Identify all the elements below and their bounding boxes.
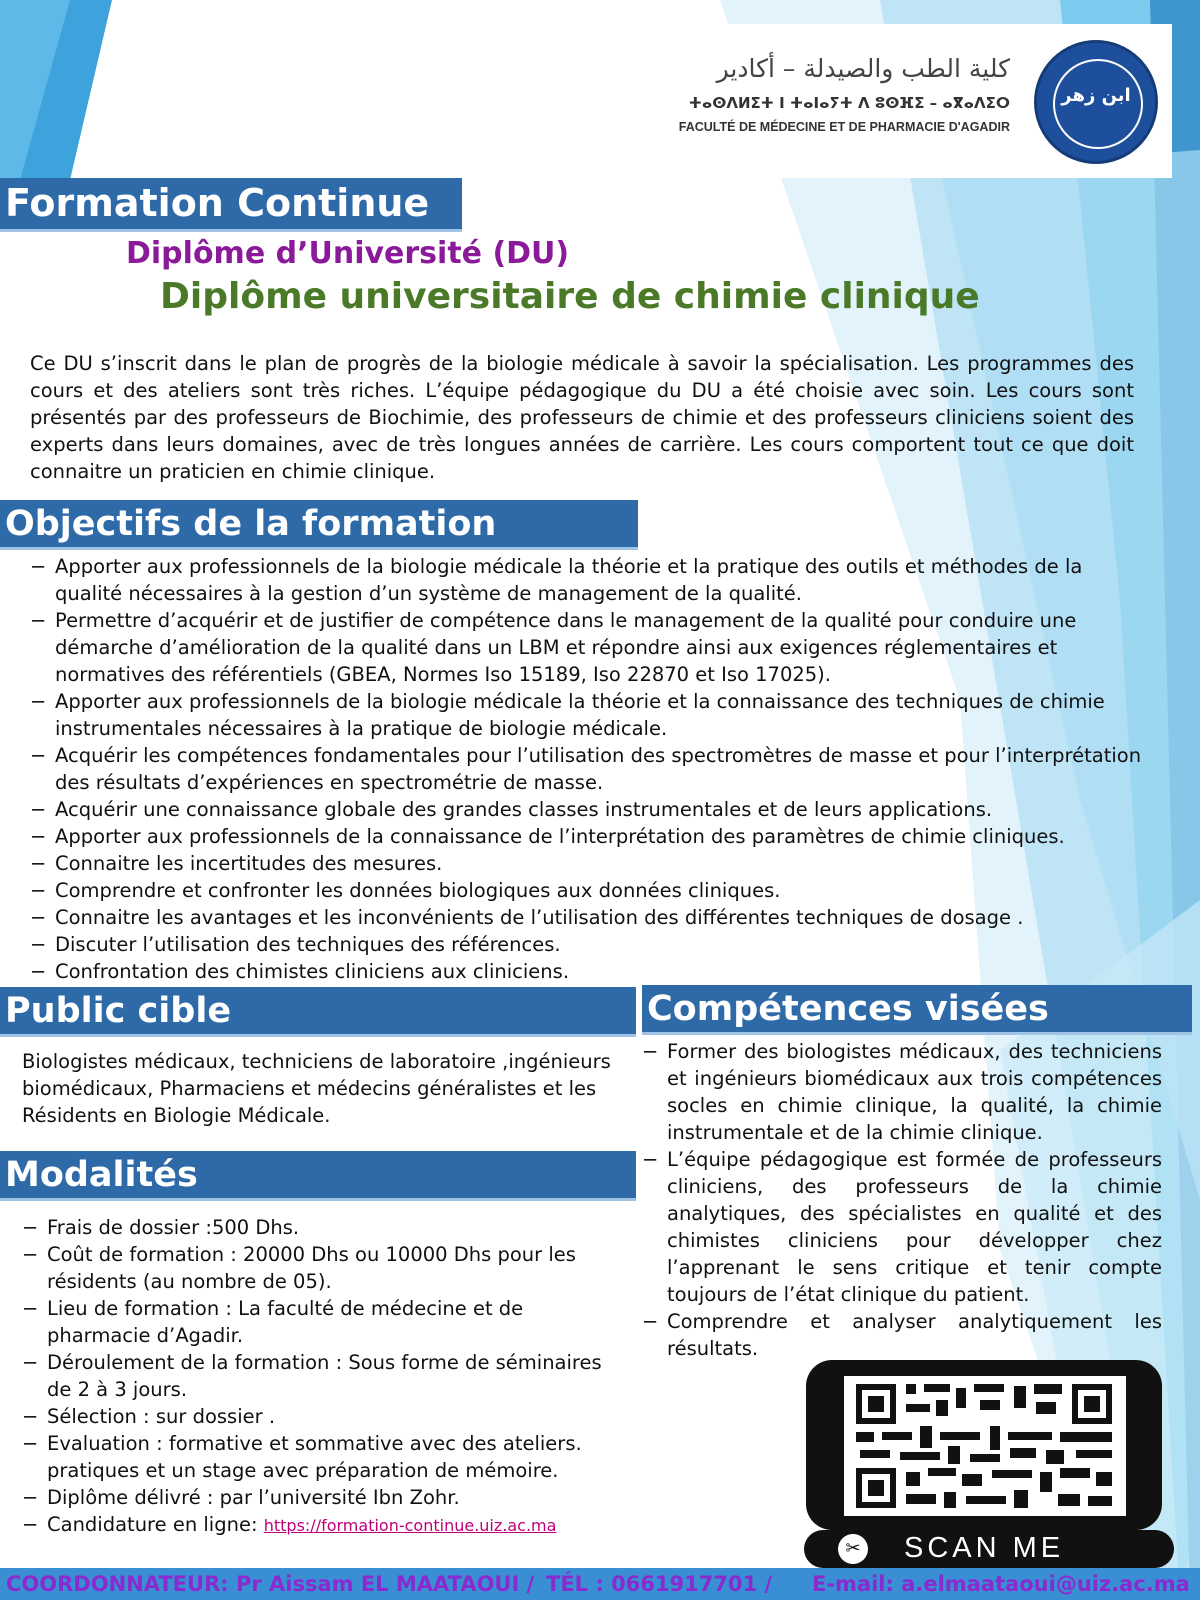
university-seal <box>1034 40 1158 164</box>
list-item: − Apporter aux professionnels de la connaissance de l’interprétation des paramètres de chimie cliniques. <box>30 823 1142 850</box>
footer-bar <box>0 1568 1200 1600</box>
qr-code[interactable] <box>844 1376 1126 1516</box>
faculty-name-french: FACULTÉ DE MÉDECINE ET DE PHARMACIE D'AGADIR <box>678 120 1010 134</box>
list-item: − Lieu de formation : La faculté de médecine et de pharmacie d’Agadir. <box>22 1295 618 1349</box>
seal-glyph: ابن زهر <box>1061 85 1131 106</box>
list-item: − Former des biologistes médicaux, des techniciens et ingénieurs biomédicaux aux trois compétences socles en chimie clinique, la qualité, la chimie instrumentale et de la chimie clinique. <box>642 1038 1162 1146</box>
competences-list <box>642 1038 1162 1362</box>
list-item: − Diplôme délivré : par l’université Ibn Zohr. <box>22 1484 618 1511</box>
intro-paragraph: Ce DU s’inscrit dans le plan de progrès de la biologie médicale à savoir la spécialisation. Les programmes des cours et des ateliers sont très riches. L’équipe pédagogique du DU a été choisie avec soin. Les cours sont présentés par des professeurs de Biochimie, des professeurs de chimie et des professeurs cliniciens soient des experts dans leurs domaines, avec de très longues années de carrière. Les cours comportent tout ce que doit connaitre un praticien en chimie clinique. <box>30 352 1134 483</box>
list-item: − Acquérir une connaissance globale des grandes classes instrumentales et de leurs applications. <box>30 796 1142 823</box>
list-item: − Comprendre et confronter les données biologiques aux données cliniques. <box>30 877 1142 904</box>
section-bar-modalites <box>0 1151 636 1201</box>
scan-me-pill[interactable] <box>804 1530 1174 1568</box>
public-paragraph: Biologistes médicaux, techniciens de laboratoire ,ingénieurs biomédicaux, Pharmaciens et médecins généralistes et les Résidents en Biologie Médicale. <box>22 1050 611 1127</box>
faculty-name-arabic: كلية الطب والصيدلة – أكادير <box>716 54 1010 83</box>
faculty-logo-block <box>678 24 1172 178</box>
qr-code-panel <box>806 1360 1162 1530</box>
list-item: − Frais de dossier :500 Dhs. <box>22 1214 618 1241</box>
faculty-name-tifinagh: ⵜⴰⵙⴷⵍⵉⵜ ⵏ ⵜⴰⵏⴰⵢⵜ ⴷ ⵓⵙⴼⵉ – ⴰⴳⴰⴷⵉⵔ <box>688 94 1010 112</box>
section-bar-competences <box>642 985 1192 1035</box>
list-item: − Sélection : sur dossier . <box>22 1403 618 1430</box>
list-item: − Connaitre les incertitudes des mesures. <box>30 850 1142 877</box>
modalites-heading: Modalités <box>5 1155 198 1195</box>
section-bar-objectifs <box>0 500 638 550</box>
main-title: Diplôme universitaire de chimie clinique <box>160 276 980 317</box>
competences-heading: Compétences visées <box>647 989 1049 1029</box>
objectifs-heading: Objectifs de la formation <box>5 504 497 544</box>
qr-code-image <box>844 1376 1126 1516</box>
list-item: − Permettre d’acquérir et de justifier de compétence dans le management de la qualité pour conduire une démarche d’amélioration de la qualité dans un LBM et répondre ainsi aux exigences réglementaires et normatives des référentiels (GBEA, Normes Iso 15189, Iso 22870 et Iso 17025). <box>30 607 1142 688</box>
list-item: − Coût de formation : 20000 Dhs ou 10000 Dhs pour les résidents (au nombre de 05). <box>22 1241 618 1295</box>
footer-phone: TÉL : 0661917701 / <box>546 1572 773 1596</box>
list-item: − Confrontation des chimistes cliniciens aux cliniciens. <box>30 958 1142 985</box>
list-item: − Déroulement de la formation : Sous forme de séminaires de 2 à 3 jours. <box>22 1349 618 1403</box>
objectifs-list <box>30 553 1142 985</box>
section-bar-formation-continue <box>0 178 462 232</box>
list-item: − Apporter aux professionnels de la biologie médicale la théorie et la connaissance des techniques de chimie instrumentales nécessaires à la pratique de biologie médicale. <box>30 688 1142 742</box>
footer-email[interactable]: E-mail: a.elmaataoui@uiz.ac.ma <box>812 1572 1190 1596</box>
list-item: − Discuter l’utilisation des techniques des références. <box>30 931 1142 958</box>
scan-me-label: SCAN ME <box>904 1532 1065 1564</box>
list-item: − Comprendre et analyser analytiquement les résultats. <box>642 1308 1162 1362</box>
list-item: − L’équipe pédagogique est formée de professeurs cliniciens, des professeurs de la chimie analytiques, des spécialistes en qualité et des chimistes cliniciens pour développer chez l’apprenant le sens critique et tenir compte toujours de l’état clinique du patient. <box>642 1146 1162 1308</box>
public-heading: Public cible <box>5 991 232 1031</box>
candidature-label: Candidature en ligne: <box>47 1513 264 1536</box>
section-bar-public-cible <box>0 987 636 1037</box>
du-title: Diplôme d’Université (DU) <box>126 236 570 271</box>
scan-icon: ✂ <box>838 1534 868 1564</box>
list-item: − Connaitre les avantages et les inconvénients de l’utilisation des différentes techniques de dosage . <box>30 904 1142 931</box>
list-item: − Apporter aux professionnels de la biologie médicale la théorie et la pratique des outils et méthodes de la qualité nécessaires à la gestion d’un système de management de la qualité. <box>30 553 1142 607</box>
list-item <box>22 1511 618 1539</box>
footer-coordinator: COORDONNATEUR: Pr Aissam EL MAATAOUI / <box>6 1572 535 1596</box>
section-title: Formation Continue <box>5 181 430 225</box>
list-item: − Evaluation : formative et sommative avec des ateliers. pratiques et un stage avec préparation de mémoire. <box>22 1430 618 1484</box>
list-item: − Acquérir les compétences fondamentales pour l’utilisation des spectromètres de masse et pour l’interprétation des résultats d’expériences en spectrométrie de masse. <box>30 742 1142 796</box>
candidature-link[interactable]: https://formation-continue.uiz.ac.ma <box>263 1516 557 1535</box>
modalites-list <box>22 1214 618 1539</box>
